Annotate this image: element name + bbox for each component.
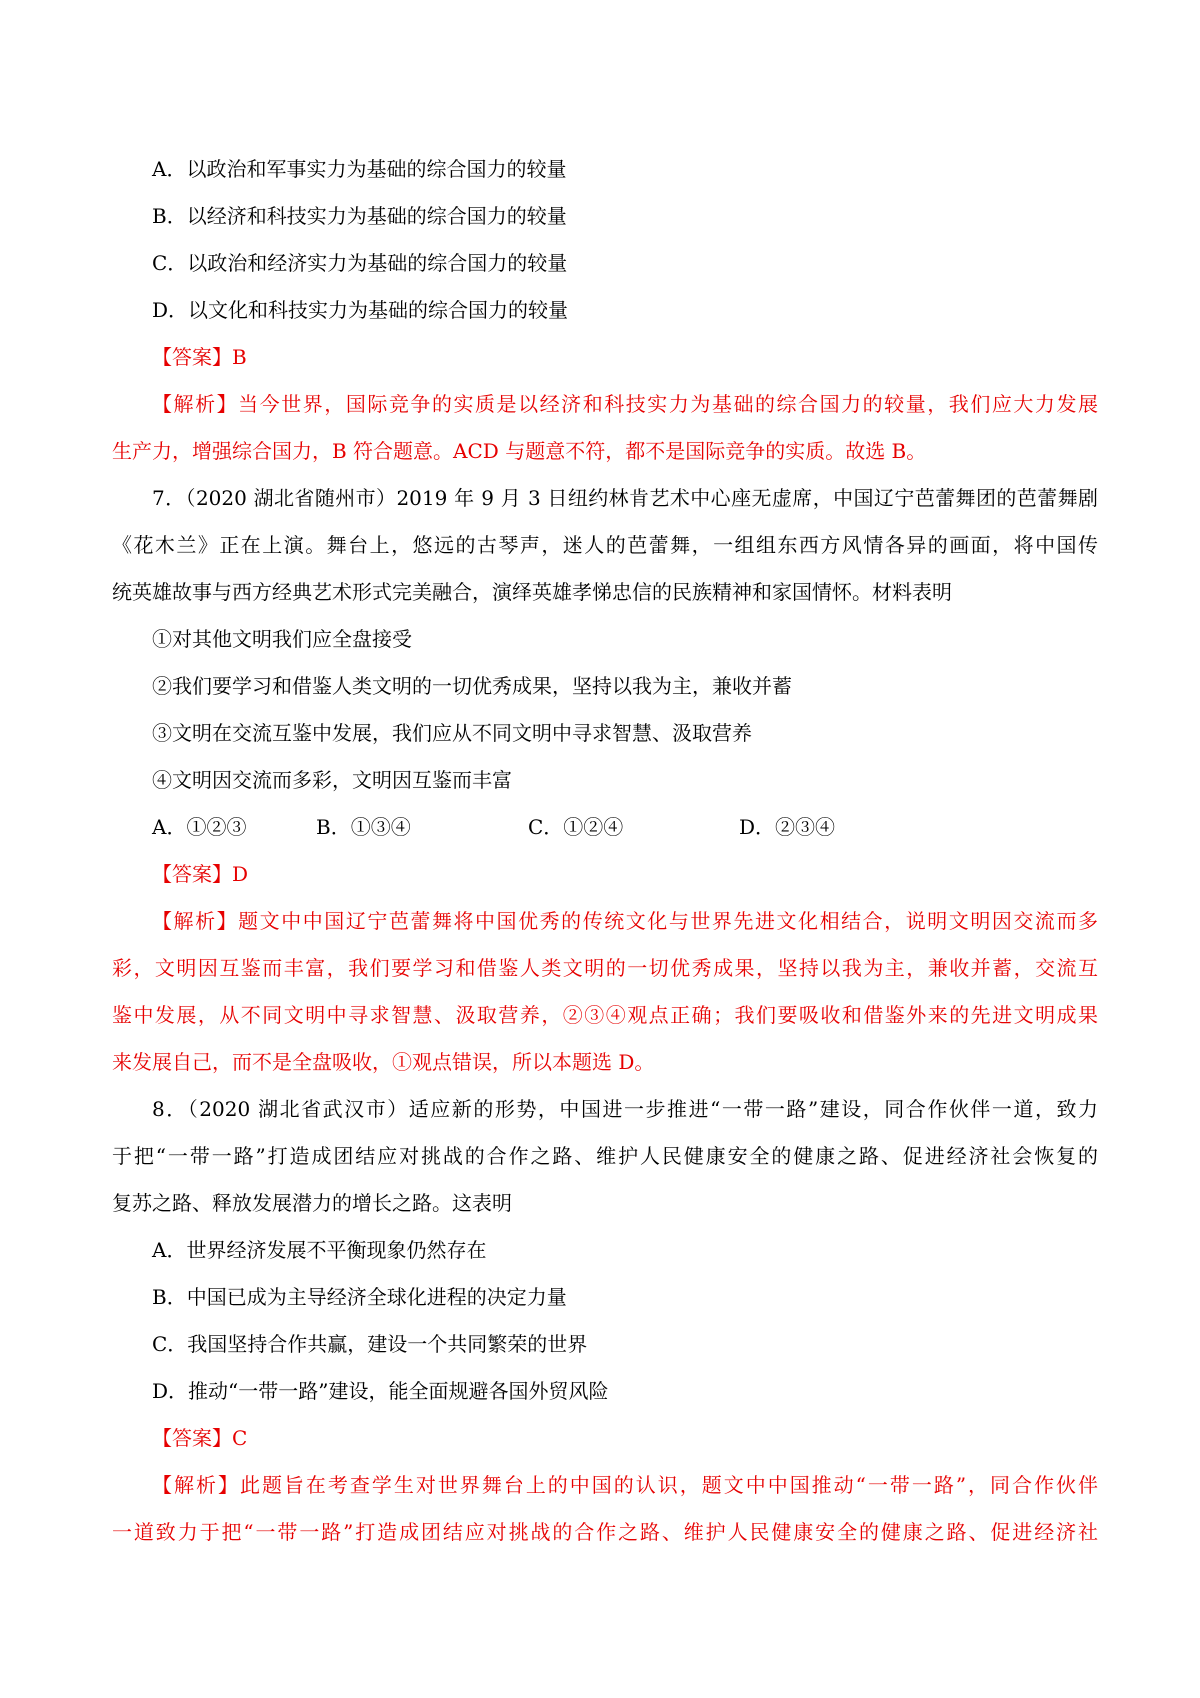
q7-statement-4: ④文明因交流而多彩，文明因互鉴而丰富	[152, 768, 512, 792]
q8-option-a: A．世界经济发展不平衡现象仍然存在	[152, 1238, 487, 1262]
q7-options-row	[152, 813, 952, 841]
q7-statement-3: ③文明在交流互鉴中发展，我们应从不同文明中寻求智慧、汲取营养	[152, 721, 752, 745]
q8-stem-line-1: 8．（2020 湖北省武汉市）适应新的形势，中国进一步推进“一带一路”建设，同合作伙伴一道，致力	[152, 1097, 1098, 1121]
q6-option-d: D．以文化和科技实力为基础的综合国力的较量	[152, 298, 569, 322]
q7-analysis-line-2: 彩，文明因互鉴而丰富，我们要学习和借鉴人类文明的一切优秀成果，坚持以我为主，兼收并蓄，交流互	[112, 956, 1098, 980]
q6-analysis-line-2: 生产力，增强综合国力，B 符合题意。ACD 与题意不符，都不是国际竞争的实质。故选 B。	[112, 439, 927, 463]
q8-stem-line-2: 于把“一带一路”打造成团结应对挑战的合作之路、维护人民健康安全的健康之路、促进经济社会恢复的	[112, 1144, 1098, 1168]
q7-analysis-line-4: 来发展自己，而不是全盘吸收，①观点错误，所以本题选 D。	[112, 1050, 655, 1074]
q8-stem-line-3: 复苏之路、释放发展潜力的增长之路。这表明	[112, 1191, 512, 1215]
q8-analysis-line-2: 一道致力于把“一带一路”打造成团结应对挑战的合作之路、维护人民健康安全的健康之路、促进经济社	[112, 1520, 1098, 1544]
q7-option-b: B．①③④	[316, 815, 411, 839]
q8-answer: 【答案】C	[152, 1426, 248, 1450]
q7-option-d: D．②③④	[739, 815, 836, 839]
q7-analysis-line-3: 鉴中发展，从不同文明中寻求智慧、汲取营养，②③④观点正确；我们要吸收和借鉴外来的先进文明成果	[112, 1003, 1098, 1027]
q8-option-c: C．我国坚持合作共赢，建设一个共同繁荣的世界	[152, 1332, 588, 1356]
q7-answer: 【答案】D	[152, 862, 249, 886]
q6-option-b: B．以经济和科技实力为基础的综合国力的较量	[152, 204, 567, 228]
q6-option-c: C．以政治和经济实力为基础的综合国力的较量	[152, 251, 568, 275]
q7-stem-line-3: 统英雄故事与西方经典艺术形式完美融合，演绎英雄孝悌忠信的民族精神和家国情怀。材料表明	[112, 580, 952, 604]
q8-analysis-line-1: 【解析】此题旨在考查学生对世界舞台上的中国的认识，题文中中国推动“一带一路”，同合作伙伴	[152, 1473, 1098, 1497]
q6-option-a: A．以政治和军事实力为基础的综合国力的较量	[152, 157, 567, 181]
q7-option-c: C．①②④	[528, 815, 624, 839]
q6-analysis-line-1: 【解析】当今世界，国际竞争的实质是以经济和科技实力为基础的综合国力的较量，我们应大力发展	[152, 392, 1098, 416]
q8-option-d: D．推动“一带一路”建设，能全面规避各国外贸风险	[152, 1379, 609, 1403]
q7-statement-2: ②我们要学习和借鉴人类文明的一切优秀成果，坚持以我为主，兼收并蓄	[152, 674, 792, 698]
q7-option-a: A．①②③	[152, 815, 247, 839]
q6-answer: 【答案】B	[152, 345, 247, 369]
q7-statement-1: ①对其他文明我们应全盘接受	[152, 627, 412, 651]
q7-analysis-line-1: 【解析】题文中中国辽宁芭蕾舞将中国优秀的传统文化与世界先进文化相结合，说明文明因交流而多	[152, 909, 1098, 933]
q7-stem-line-1: 7．（2020 湖北省随州市）2019 年 9 月 3 日纽约林肯艺术中心座无虚席，中国辽宁芭蕾舞团的芭蕾舞剧	[152, 486, 1098, 510]
q7-stem-line-2: 《花木兰》正在上演。舞台上，悠远的古琴声，迷人的芭蕾舞，一组组东西方风情各异的画面，将中国传	[112, 533, 1098, 557]
q8-option-b: B．中国已成为主导经济全球化进程的决定力量	[152, 1285, 567, 1309]
